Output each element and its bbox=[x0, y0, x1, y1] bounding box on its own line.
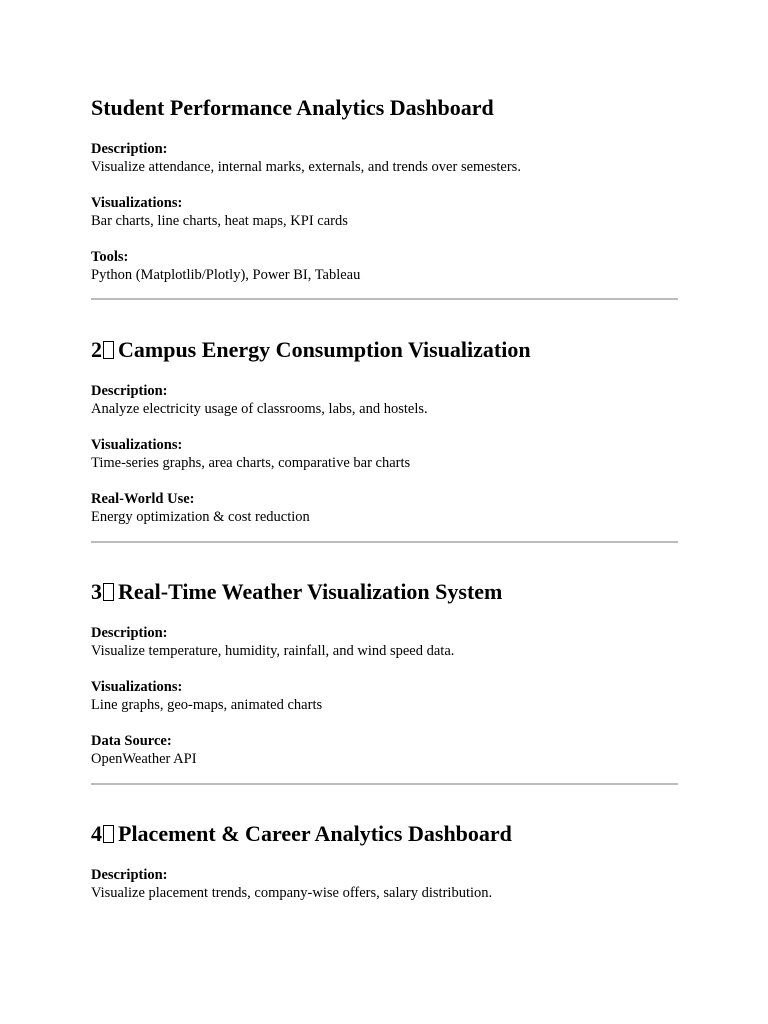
field-label: Real-World Use: bbox=[91, 491, 195, 507]
field-value: OpenWeather API bbox=[91, 751, 197, 767]
field-value: Visualize attendance, internal marks, externals, and trends over semesters. bbox=[91, 159, 521, 175]
field-value: Energy optimization & cost reduction bbox=[91, 509, 310, 525]
section-title: Real-Time Weather Visualization System bbox=[118, 579, 503, 604]
project-section-1 bbox=[91, 95, 678, 284]
tools-field bbox=[91, 248, 678, 284]
missing-glyph-icon bbox=[103, 341, 114, 359]
section-title: Student Performance Analytics Dashboard bbox=[91, 95, 494, 120]
description-field bbox=[91, 624, 678, 660]
field-label: Visualizations: bbox=[91, 195, 183, 211]
field-label: Tools: bbox=[91, 249, 129, 265]
section-number: 2 bbox=[91, 337, 102, 362]
project-section-3 bbox=[91, 579, 678, 768]
missing-glyph-icon bbox=[103, 825, 114, 843]
description-field bbox=[91, 866, 678, 902]
section-number: 4 bbox=[91, 821, 102, 846]
missing-glyph-icon bbox=[103, 583, 114, 601]
section-title: Placement & Career Analytics Dashboard bbox=[118, 821, 512, 846]
field-value: Visualize temperature, humidity, rainfall, and wind speed data. bbox=[91, 643, 455, 659]
description-field bbox=[91, 140, 678, 176]
field-value: Time-series graphs, area charts, comparative bar charts bbox=[91, 455, 411, 471]
section-heading bbox=[91, 579, 678, 605]
field-label: Description: bbox=[91, 867, 168, 883]
section-heading bbox=[91, 95, 678, 121]
field-value: Bar charts, line charts, heat maps, KPI cards bbox=[91, 213, 348, 229]
field-value: Line graphs, geo-maps, animated charts bbox=[91, 697, 323, 713]
field-value: Visualize placement trends, company-wise offers, salary distribution. bbox=[91, 885, 493, 901]
section-heading bbox=[91, 337, 678, 363]
section-divider bbox=[91, 541, 678, 543]
section-number: 3 bbox=[91, 579, 102, 604]
visualizations-field bbox=[91, 194, 678, 230]
visualizations-field bbox=[91, 678, 678, 714]
visualizations-field bbox=[91, 436, 678, 472]
section-heading bbox=[91, 821, 678, 847]
field-label: Visualizations: bbox=[91, 437, 183, 453]
field-label: Data Source: bbox=[91, 733, 172, 749]
project-section-4 bbox=[91, 821, 678, 902]
field-label: Visualizations: bbox=[91, 679, 183, 695]
section-divider bbox=[91, 783, 678, 785]
description-field bbox=[91, 382, 678, 418]
section-divider bbox=[91, 298, 678, 300]
data-source-field bbox=[91, 732, 678, 768]
section-title: Campus Energy Consumption Visualization bbox=[118, 337, 531, 362]
field-value: Analyze electricity usage of classrooms, labs, and hostels. bbox=[91, 401, 428, 417]
field-value: Python (Matplotlib/Plotly), Power BI, Tableau bbox=[91, 267, 361, 283]
field-label: Description: bbox=[91, 141, 168, 157]
project-section-2 bbox=[91, 337, 678, 526]
real-world-use-field bbox=[91, 490, 678, 526]
field-label: Description: bbox=[91, 625, 168, 641]
field-label: Description: bbox=[91, 383, 168, 399]
